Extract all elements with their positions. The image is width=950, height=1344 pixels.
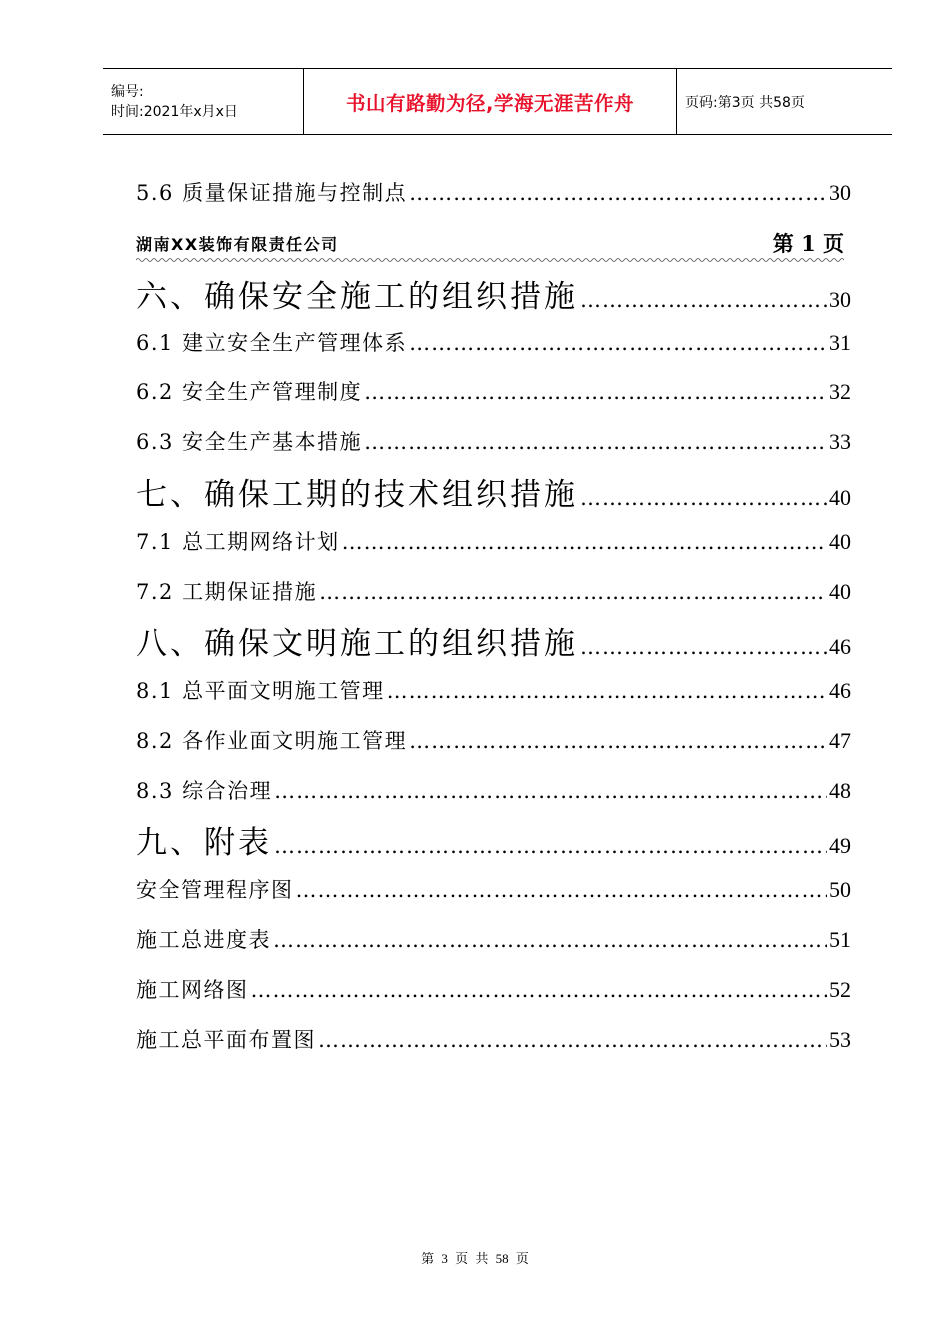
header-table [103, 68, 892, 135]
toc-label: 8.2 各作业面文明施工管理 [136, 729, 408, 753]
toc-page: 46 [829, 678, 851, 703]
toc-entry [136, 676, 851, 706]
toc-entry [136, 276, 851, 318]
toc-leader [580, 626, 827, 665]
toc-leader [580, 477, 827, 516]
toc-page: 40 [829, 579, 851, 604]
time-label: 时间:2021年x月x日 [111, 103, 238, 120]
toc-leader [364, 427, 827, 457]
toc-entry [136, 1025, 851, 1055]
toc-leader [409, 726, 827, 756]
toc-entry [136, 875, 851, 905]
toc-page: 53 [829, 1027, 851, 1052]
serial-label: 编号: [111, 83, 144, 100]
toc-leader [318, 1025, 827, 1055]
toc-entry [136, 975, 851, 1005]
toc-leader [387, 676, 827, 706]
toc-page: 49 [829, 833, 851, 858]
toc-entry [136, 427, 851, 457]
company-line [136, 229, 844, 257]
toc-leader [274, 776, 827, 806]
toc-entry [136, 527, 851, 557]
toc-page: 31 [829, 330, 851, 355]
toc-label: 6.1 建立安全生产管理体系 [136, 331, 408, 355]
toc-entry [136, 577, 851, 607]
toc-leader [274, 825, 827, 864]
toc-leader [364, 377, 827, 407]
toc-page: 47 [829, 728, 851, 753]
toc-label: 施工总平面布置图 [136, 1028, 316, 1052]
toc-label: 八、确保文明施工的组织措施 [136, 626, 578, 662]
toc-page: 30 [829, 180, 851, 205]
toc-entry [136, 822, 851, 864]
toc-label: 六、确保安全施工的组织措施 [136, 279, 578, 315]
toc-page: 40 [829, 529, 851, 554]
header-page-info [677, 69, 892, 134]
toc-page: 33 [829, 429, 851, 454]
toc-leader [580, 279, 827, 318]
toc-page: 50 [829, 877, 851, 902]
toc-label: 6.2 安全生产管理制度 [136, 380, 363, 404]
toc-entry [136, 178, 851, 208]
toc-leader [273, 925, 827, 955]
motto: 书山有路勤为径,学海无涯苦作舟 [346, 91, 634, 115]
toc-entry [136, 776, 851, 806]
toc-page: 48 [829, 778, 851, 803]
toc-leader [409, 178, 827, 208]
toc-entry [136, 925, 851, 955]
page-info: 页码:第3页 共58页 [685, 94, 805, 111]
header-meta [103, 69, 304, 134]
toc-page: 46 [829, 634, 851, 659]
toc-label: 施工总进度表 [136, 928, 271, 952]
toc-leader [409, 328, 827, 358]
toc-label: 6.3 安全生产基本措施 [136, 430, 363, 454]
toc-page: 52 [829, 977, 851, 1002]
toc-leader [251, 975, 828, 1005]
header-motto-cell [304, 69, 677, 134]
toc-label: 九、附表 [136, 825, 272, 861]
toc-label: 七、确保工期的技术组织措施 [136, 477, 578, 513]
toc-label: 7.1 总工期网络计划 [136, 530, 340, 554]
toc-entry [136, 623, 851, 665]
toc-leader [319, 577, 827, 607]
toc-label: 8.1 总平面文明施工管理 [136, 679, 385, 703]
toc-entry [136, 377, 851, 407]
toc-entry [136, 474, 851, 516]
toc-label: 5.6 质量保证措施与控制点 [136, 181, 408, 205]
toc-label: 施工网络图 [136, 978, 249, 1002]
toc-page: 40 [829, 485, 851, 510]
company-page-mark: 第 1 页 [772, 231, 844, 256]
company-name: 湖南XX装饰有限责任公司 [136, 234, 339, 254]
page-footer: 第 3 页 共 58 页 [421, 1251, 529, 1266]
toc-entry [136, 328, 851, 358]
toc-page: 51 [829, 927, 851, 952]
toc-page: 30 [829, 287, 851, 312]
wavy-divider [136, 257, 844, 263]
toc-leader [342, 527, 827, 557]
toc-page: 32 [829, 379, 851, 404]
toc-entry [136, 726, 851, 756]
toc-label: 安全管理程序图 [136, 878, 294, 902]
toc-label: 8.3 综合治理 [136, 779, 273, 803]
toc-label: 7.2 工期保证措施 [136, 580, 318, 604]
toc-leader [296, 875, 828, 905]
